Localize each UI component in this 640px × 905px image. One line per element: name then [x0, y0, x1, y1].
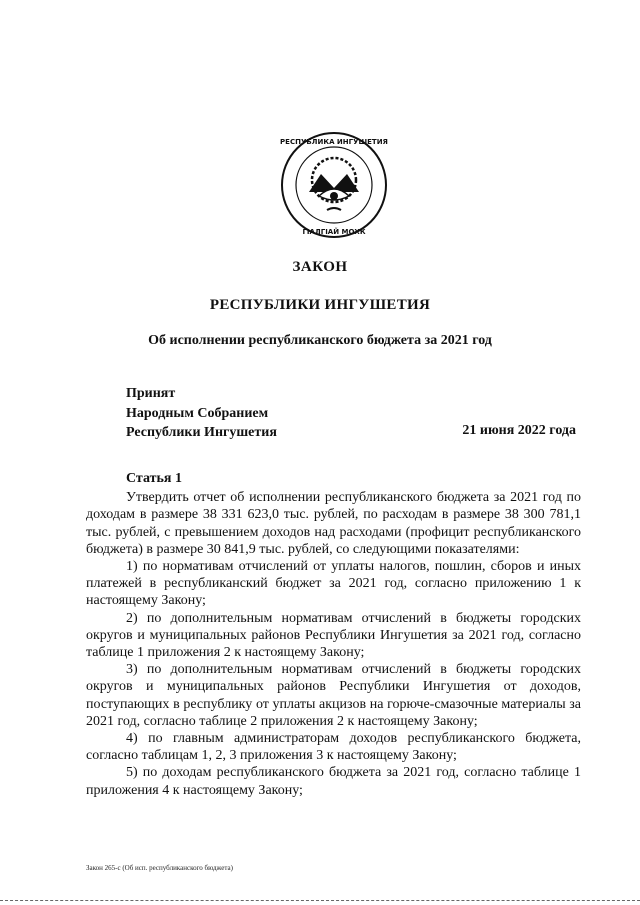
article-paragraph: 2) по дополнительным нормативам отчислений в бюджеты городских округов и муниципальных районов Республики Ингушетия за 2021 год, согласно таблице 1 приложения 2 к настоящему Закону;	[86, 610, 581, 661]
adoption-line-3: Республики Ингушетия	[126, 425, 277, 440]
page-bottom-divider	[0, 900, 640, 902]
emblem-svg	[279, 130, 389, 240]
adoption-line-2: Народным Собранием	[126, 405, 269, 421]
article-body	[86, 470, 581, 799]
adoption-date: 21 июня 2022 года	[462, 423, 576, 438]
emblem-top-text: РЕСПУБЛИКА ИНГУШЕТИЯ	[280, 138, 388, 146]
article-title: Статья 1	[126, 471, 182, 486]
republic-title: РЕСПУБЛИКИ ИНГУШЕТИЯ	[209, 297, 431, 313]
document-type: ЗАКОН	[292, 259, 348, 275]
footer-note: Закон 265-с (Об исп. республиканского бюджета)	[86, 864, 233, 872]
article-paragraph: 3) по дополнительным нормативам отчислений в бюджеты городских округов и муниципальных районов Республики Ингушетия от доходов, поступающих в республику от уплаты акцизов на горюче-смазочные материалы за 2021 год, согласно таблице 2 приложения 2 к настоящему Закону;	[86, 662, 581, 729]
adoption-block	[126, 384, 277, 443]
adoption-line-1: Принят	[126, 386, 176, 401]
law-subtitle: Об исполнении республиканского бюджета за 2021 год	[148, 333, 492, 348]
emblem-icon	[279, 130, 389, 240]
emblem-bottom-text: ГIАЛГIАЙ МОХК	[302, 228, 366, 236]
article-paragraph: 1) по нормативам отчислений от уплаты налогов, пошлин, сборов и иных платежей в республиканский бюджет за 2021 год, согласно приложению 1 к настоящему Закону;	[86, 559, 581, 609]
article-paragraph: 4) по главным администраторам доходов республиканского бюджета, согласно таблицам 1, 2, 3 приложения 3 к настоящему Закону;	[86, 731, 581, 764]
article-paragraph: 5) по доходам республиканского бюджета за 2021 год, согласно таблице 1 приложения 4 к настоящему Закону;	[86, 765, 581, 798]
article-paragraph: Утвердить отчет об исполнении республиканского бюджета за 2021 год по доходам в размере 38 331 623,0 тыс. рублей, по расходам в размере 38 300 781,1 тыс. рублей, с превышением доходов над расходами (профицит республиканского бюджета) в размере 30 841,9 тыс. рублей, со следующими показателями:	[86, 490, 581, 557]
